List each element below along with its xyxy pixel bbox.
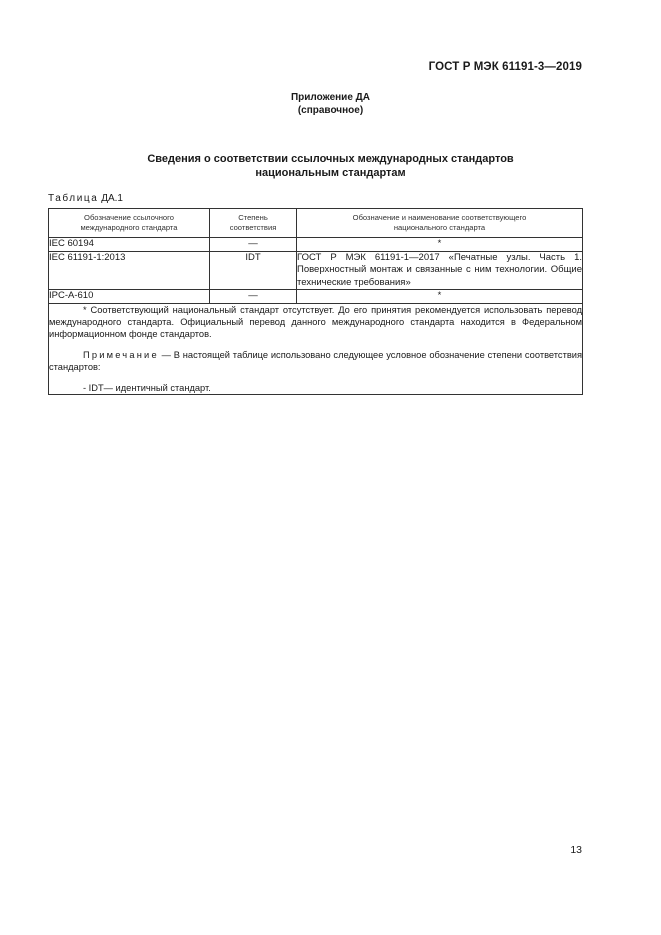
- cell-national: *: [297, 238, 583, 252]
- table-caption-word: Таблица: [48, 193, 99, 204]
- table-notes-row: [49, 303, 583, 394]
- correspondence-table: [48, 208, 583, 395]
- column-header-national-standard: [297, 209, 583, 238]
- cell-standard: IPC-A-610: [49, 290, 210, 304]
- cell-degree: —: [210, 238, 297, 252]
- column-header-text: Степень: [238, 213, 268, 222]
- table-row: [49, 251, 583, 290]
- cell-national: *: [297, 290, 583, 304]
- cell-national: ГОСТ Р МЭК 61191-1—2017 «Печатные узлы. Часть 1. Поверхностный монтаж и связанные с ним технологии. Общие технические требования»: [297, 251, 582, 288]
- column-header-text: соответствия: [229, 223, 277, 232]
- column-header-text: Обозначение ссылочного: [84, 213, 174, 222]
- footnote: * Соответствующий национальный стандарт отсутствует. До его принятия рекомендуется использовать перевод международного стандарта. Официальный перевод данного международного стандарта находится в Федеральном информационном фонде стандартов.: [49, 304, 582, 339]
- page-number: 13: [570, 844, 582, 856]
- column-header-text: Обозначение и наименование соответствующего: [352, 213, 527, 222]
- section-heading-line-2: национальным стандартам: [255, 167, 406, 179]
- section-heading: [0, 152, 661, 180]
- table-caption: [48, 193, 123, 204]
- cell-degree: IDT: [210, 251, 297, 290]
- annex-title-block: [0, 91, 661, 117]
- note-item: - IDT— идентичный стандарт.: [83, 382, 211, 393]
- cell-degree: —: [210, 290, 297, 304]
- note-text: — В настоящей таблице использовано следующее условное обозначение степени соответствия стандартов:: [49, 349, 582, 372]
- annex-title: Приложение ДА: [290, 92, 371, 103]
- table-notes: [49, 303, 583, 394]
- table-row: [49, 290, 583, 304]
- column-header-text: международного стандарта: [80, 223, 178, 232]
- annex-subtitle: (справочное): [297, 105, 364, 116]
- section-heading-line-1: Сведения о соответствии ссылочных международных стандартов: [147, 153, 514, 165]
- cell-standard: IEC 61191-1:2013: [49, 251, 210, 290]
- column-header-international-standard: [49, 209, 210, 238]
- table-caption-number: ДА.1: [101, 193, 123, 204]
- table-row: [49, 238, 583, 252]
- column-header-text: национального стандарта: [393, 223, 486, 232]
- document-code: ГОСТ Р МЭК 61191-3—2019: [428, 61, 582, 73]
- table-header-row: [49, 209, 583, 238]
- cell-standard: IEC 60194: [49, 238, 210, 252]
- note: [49, 349, 582, 373]
- note-label: Примечание: [83, 349, 159, 360]
- column-header-degree: [210, 209, 297, 238]
